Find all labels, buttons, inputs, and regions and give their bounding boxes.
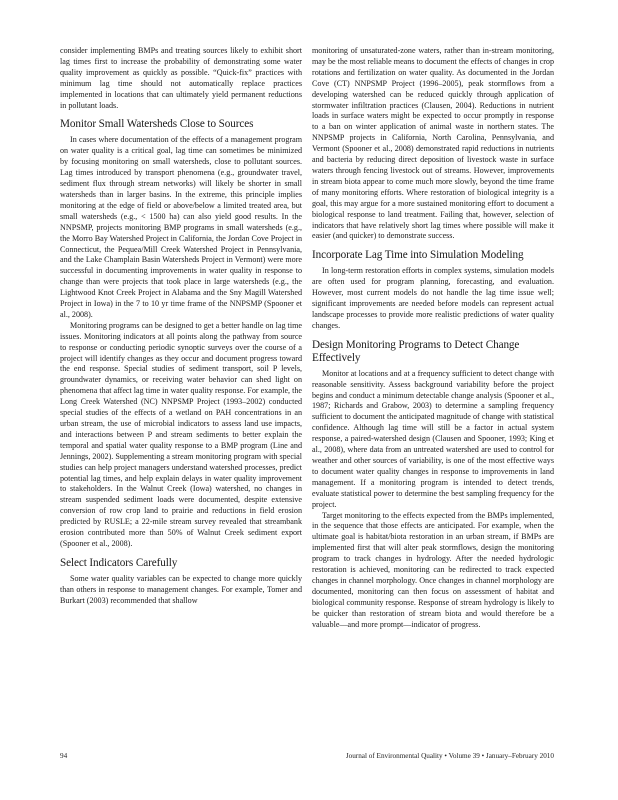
body-paragraph: Monitor at locations and at a frequency sufficient to detect change with reasonable sensitivity. Assess background variability before the project begins and conduct a minimum detectable change analysis (Spooner et al., 1987; Richards and Grabow, 2003) to determine a sampling frequency sufficient to document the anticipated magnitude of change with statistical confidence. Although lag time will still be a factor in actual system response, a paired-watershed design (Clausen and Spooner, 1993; King et al., 2008), where data from an untreated watershed are used to control for weather and other sources of variability, is one of the most effective ways to document water quality changes in response to improvements in land management. If a monitoring program is intended to detect trends, evaluate statistical power to determine the best sampling frequency for the project. <box>312 368 554 509</box>
section-heading-monitor-small-watersheds: Monitor Small Watersheds Close to Sources <box>60 118 254 131</box>
page-footer <box>60 750 554 762</box>
section-heading-select-indicators: Select Indicators Carefully <box>60 556 178 569</box>
intro-paragraph: consider implementing BMPs and treating sources likely to exhibit short lag times first to increase the probability of demonstrating some water quality improvement as quickly as possible. “Quick-fix” practices with minimum lag time should not automatically replace practices implemented in locations that can ultimately yield permanent reductions in pollutant loads. <box>60 46 302 110</box>
body-paragraph: Target monitoring to the effects expected from the BMPs implemented, in the sequence that those effects are anticipated. For example, when the ultimate goal is habitat/biota restoration in an urban stream, if BMPs are implemented first that will alter peak stormflows, design the monitoring program to track changes in hydrology. After the needed hydrologic restoration is achieved, monitoring can be redirected to track expected changes in channel morphology. Once changes in channel morphology are documented, monitoring can then focus on assessment of habitat and biological community response. Response of stream hydrology is likely to be quicker than restoration of stream biota and would therefore be a valuable—and more prompt—indicator of progress. <box>312 510 554 629</box>
body-paragraph: In cases where documentation of the effects of a management program on water quality is a critical goal, lag time can sometimes be minimized by focusing monitoring on small watersheds, close to pollutant sources. Lag times introduced by transport phenomena (e.g., groundwater travel, sediment flux through stream networks) will likely be shorter in small watersheds than in larger basins. In the extreme, this principle implies monitoring at the edge of field or above/below a limited treated area, but small watersheds (e.g., < 1500 ha) can also yield good results. In the NNPSMP, projects monitoring BMP programs in small watersheds (e.g., the Morro Bay Watershed Project in California, the Jordan Cove Project in Connecticut, the Pequea/Mill Creek Watershed Project in Pennsylvania, and the Lake Champlain Basin Watersheds Project in Vermont) were more successful in documenting improvements in water quality in response to change than were projects that took place in large watersheds (e.g., the Lightwood Knot Creek Project in Alabama and the Sny Magill Watershed Project in Iowa) in the 7 to 10 yr time frame of the NNPSMP (Spooner et al., 2008). <box>60 135 302 319</box>
page-number: 94 <box>60 752 68 760</box>
journal-citation: Journal of Environmental Quality • Volume 39 • January–February 2010 <box>345 752 554 760</box>
section-heading-design-monitoring: Design Monitoring Programs to Detect Change Effectively <box>312 338 520 364</box>
body-paragraph: Some water quality variables can be expected to change more quickly than others in response to management changes. For example, Tomer and Burkart (2003) recommended that shallow <box>60 573 302 605</box>
body-paragraph: In long-term restoration efforts in complex systems, simulation models are often used for program planning, forecasting, and evaluation. However, most current models do not handle the lag time issue well; significant improvements are needed before models can represent actual landscape processes to provide more realistic predictions of water quality changes. <box>312 266 554 330</box>
body-paragraph: Monitoring programs can be designed to get a better handle on lag time issues. Monitoring indicators at all points along the pathway from source to response or conducting periodic synoptic surveys over the course of a project will identify changes as they occur and document progress toward the end response. Special studies of sediment transport, soil P levels, groundwater dynamics, or receiving water behavior can shed light on phenomena that affect lag time in water quality response. For example, the Long Creek Watershed (NC) NNPSMP Project (1993–2002) conducted special studies of the effects of a wetland on PAH concentrations in an urban stream, the use of microbial indicators to assess land use impacts, and interactions between P and stream sediments to better explain the temporal and spatial water quality response to a BMP program (Line and Jennings, 2002). Supplementing a stream monitoring program with special studies can help project managers understand watershed processes, predict potential lag times, and help explain delays in water quality improvement to stakeholders. In the Walnut Creek (Iowa) watershed, no changes in stream suspended sediment loads were documented, despite extensive conversion of row crop land to prairie and reductions in field erosion predicted by RUSLE; a 22-mile stream survey revealed that streambank erosion contributed more than 50% of Walnut Creek sediment export (Spooner et al., 2008). <box>60 320 302 548</box>
continued-paragraph: monitoring of unsaturated-zone waters, rather than in-stream monitoring, may be the most reliable means to document the effects of changes in crop rotations and fertilization on water quality. As documented in the Jordan Cove (CT) NNPSMP Project (1996–2005), peak stormflows from a developing watershed can be reduced quickly through application of stormwater infiltration practices (Clausen, 2004). Reductions in nutrient loads in surface waters might be expected to occur promptly in response to a ban on winter application of animal waste in northern states. The NNPSMP projects in California, North Carolina, Pennsylvania, and Vermont (Spooner et al., 2008) demonstrated rapid reductions in nutrients and bacteria by reducing direct deposition of livestock waste in surface waters through fencing livestock out of streams. However, improvements in stream biota appear to come much more slowly, beyond the time frame of many monitoring efforts. Where restoration of biological integrity is a goal, this may argue for a more sustained monitoring effort to document a biological response to land treatment. Failing that, however, selection of indicators that have relatively short lag times where possible will make it easier (and quicker) to demonstrate success. <box>312 46 554 241</box>
section-heading-simulation-modeling: Incorporate Lag Time into Simulation Modeling <box>312 249 524 262</box>
right-column <box>312 46 554 631</box>
left-column <box>60 46 302 607</box>
